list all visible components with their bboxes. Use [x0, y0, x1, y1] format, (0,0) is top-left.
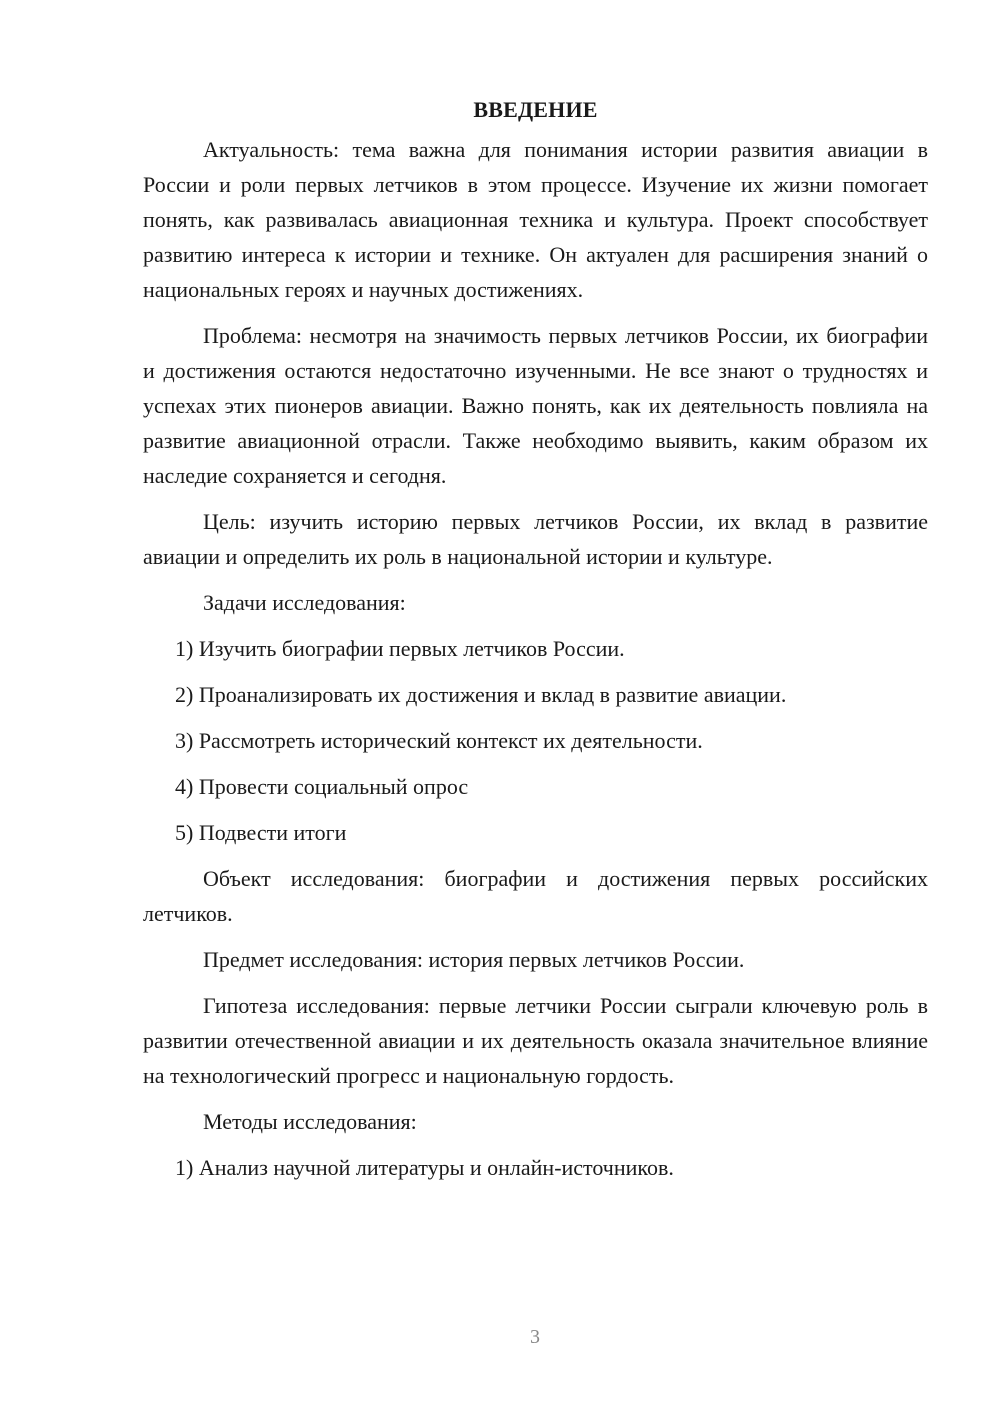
methods-heading: Методы исследования:	[203, 1109, 417, 1134]
list-item: 3) Рассмотреть исторический контекст их деятельности.	[175, 728, 703, 753]
tasks-list	[143, 631, 928, 850]
list-item: 1) Анализ научной литературы и онлайн-источников.	[175, 1155, 674, 1180]
page-number: 3	[530, 1326, 540, 1348]
document-page	[143, 94, 928, 1196]
tasks-heading: Задачи исследования:	[203, 590, 406, 615]
list-item: 2) Проанализировать их достижения и вклад в развитие авиации.	[175, 682, 787, 707]
methods-list	[143, 1150, 928, 1185]
list-item: 4) Провести социальный опрос	[175, 774, 469, 799]
object-paragraph: Объект исследования: биографии и достижения первых российских летчиков.	[143, 866, 928, 926]
relevance-paragraph: Актуальность: тема важна для понимания истории развития авиации в России и роли первых летчиков в этом процессе. Изучение их жизни помогает понять, как развивалась авиационная техника и культура. Проект способствует развитию интереса к истории и технике. Он актуален для расширения знаний о национальных героях и научных достижениях.	[143, 137, 928, 302]
list-item: 5) Подвести итоги	[175, 820, 347, 845]
list-item: 1) Изучить биографии первых летчиков России.	[175, 636, 625, 661]
goal-paragraph: Цель: изучить историю первых летчиков России, их вклад в развитие авиации и определить их роль в национальной истории и культуре.	[143, 509, 928, 569]
subject-paragraph: Предмет исследования: история первых летчиков России.	[203, 947, 745, 972]
problem-paragraph: Проблема: несмотря на значимость первых летчиков России, их биографии и достижения остаются недостаточно изученными. Не все знают о трудностях и успехах этих пионеров авиации. Важно понять, как их деятельность повлияла на развитие авиационной отрасли. Также необходимо выявить, каким образом их наследие сохраняется и сегодня.	[143, 323, 928, 488]
section-title: ВВЕДЕНИЕ	[473, 97, 598, 122]
hypothesis-paragraph: Гипотеза исследования: первые летчики России сыграли ключевую роль в развитии отечественной авиации и их деятельность оказала значительное влияние на технологический прогресс и национальную гордость.	[143, 993, 928, 1088]
